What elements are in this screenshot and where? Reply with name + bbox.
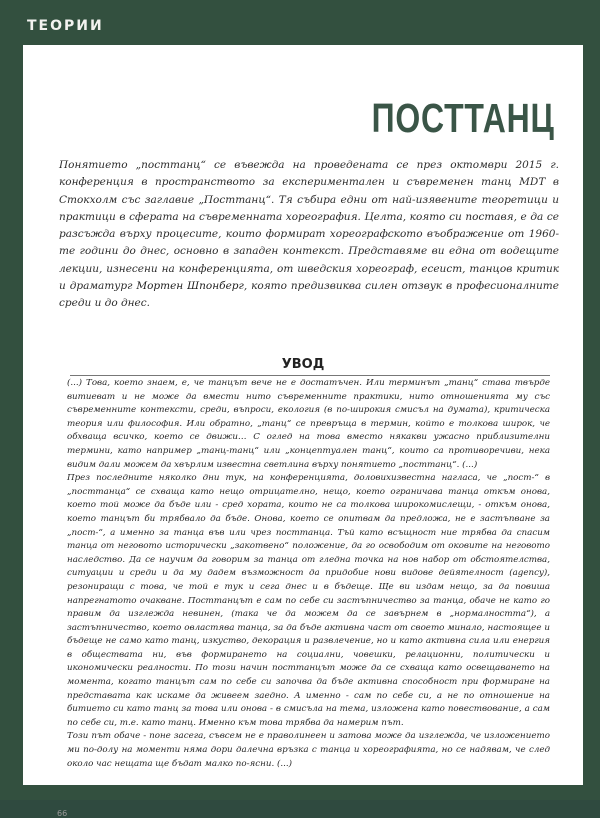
section-label: ТЕОРИИ: [27, 18, 104, 34]
subhead-divider: [70, 375, 550, 376]
intro-text-lead: Понятието „посттанц“ се въвежда на проведената се през октомври 2015 г. конференция в пространството за експериментален и съвременен танц MDT в Стокхолм със заглавие „Посттанц“. Тя събира едни от най-изявените теоретици и практици в сферата на съвременната хореография. Целта, която си поставя, е да се разсъжда върху процесите, които формират хореографското въображение от 1960-те години до днес, основно в западен контекст. Представяме ви една от водещите лекции, изнесени на конференцията, от шведския хореограф, есеист, танцов критик и драматург: [59, 159, 559, 293]
article-body: [67, 377, 550, 771]
intro-author-name: Мортен Шпонберг: [136, 280, 244, 293]
intro-text-tail: , която предизвиква силен отзвук в професионалните среди и до днес.: [59, 280, 559, 310]
page-number: 66: [57, 809, 68, 818]
section-header-band: [0, 0, 600, 46]
body-paragraph: (...) Това, което знаем, е, че танцът вече не е достатъчен. Или терминът „танц“ става твърде витиеват и не може да вмести нито съвременните практики, нито отношенията му със съвременните контексти, среди, въпроси, екология (в по-широкия смисъл на думата), критическа теория или философия. Или обратно, „танц“ се превръща в термин, който е толкова широк, че обхваща всичко, което се движи… С оглед на това вместо някакви ужасно приблизителни термини, като например „танц-танц“ или „концептуален танц“, които са противоречиви, нека видим дали можем да хвърлим известна светлина върху понятието „посттанц“. (...): [67, 378, 550, 470]
section-subhead: УВОД: [281, 357, 325, 372]
body-paragraph: През последните няколко дни тук, на конференцията, доловихизвестна нагласа, че „пост-“ в „посттанца“ се схваща като нещо отрицателно, нещо, което ограничава танца откъм онова, което той може да бъде или - сред хората, които не са толкова широкомислещи, - откъм онова, което танцът би трябвало да бъде. Онова, което се опитвам да предложа, не е застъпване за „пост-“, а именно за танца във или чрез посттанца. Тъй като всъщност ние трябва да спасим танца от неговото исторически „закотвено“ положение, да го освободим от оковите на неговото наследство. Да се научим да говорим за танца от гледна точка на нов набор от обстоятелства, ситуации и среди и да му дадем възможност да придобие нови видове дейятелност (agency), резониращи с това, че той е тук и сега днес и в бъдеще. Ще ви издам нещо, за да повиша напрегнатото очакване. Посттанцът е сам по себе си застъпничество за танца, обаче не като го правим да изглежда невинен, (така че да можем да се завърнем в „нормалността“), а застъпничество, което овластява танца, за да бъде активна част от своето минало, настоящее и бъдеще не само като танц, изкуство, декорация и развлечение, но и като активна сила или енергия в обществата ни, във формирането на социални, човешки, релационни, политически и икономически реалности. По този начин посттанцът може да се схваща като освещаването на момента, когато танцът сам по себе си започва да бъде активна способност при формиране на представата как искаме да живеем заедно. А именно - сам по себе си, а не по отношение на битието си като танц за това или онова - в смисъла на тема, изложена като повествование, а сам по себе си, т.е. като танц. Именно към това трябва да намерим път.: [67, 473, 550, 728]
body-paragraph: Този път обаче - поне засега, съвсем не е праволинеен и затова може да изглежда, че изложението ми по-долу на моменти няма дори далечна връзка с танца и хореографията, но се надявам, че след около час нещата ще бъдат малко по-ясни. (...): [67, 731, 550, 769]
article-intro: [59, 157, 559, 313]
article-sheet: [23, 45, 583, 818]
article-title: ПОСТТАНЦ: [371, 95, 555, 141]
